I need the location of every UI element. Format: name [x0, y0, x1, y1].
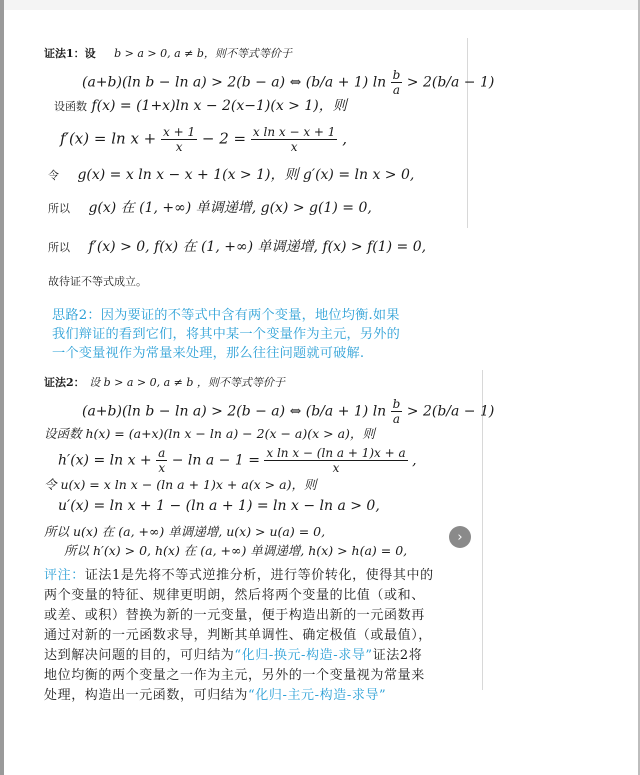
method1-so1-prefix: 所以 [48, 202, 70, 215]
method2-u-derivative: u′(x) = ln x + 1 − (ln a + 1) = ln x − ln a > 0, [58, 498, 380, 514]
next-page-button[interactable] [449, 526, 471, 548]
idea2-line-3: 一个变量视作为常量来处理，那么往往问题就可破解. [52, 346, 365, 361]
method2-equiv-rhs-b: > 2(b/a − 1) [406, 403, 495, 420]
method2-func-def: 设函数 h(x) = (a+x)(ln x − ln a) − 2(x − a)(x > a)，则 [44, 426, 375, 441]
method1-func-prefix: 设函数 [54, 100, 87, 113]
method2-deriv-lhs: h′(x) = ln x + [58, 452, 152, 469]
method2-log-fraction: $\frac{b}{a}$ [392, 397, 401, 426]
method1-equiv-lhs: (a+b)(ln b − ln a) > 2(b − a) ⇔ [82, 74, 302, 91]
method1-so-f [48, 238, 426, 257]
method2-let: 令 u(x) = x ln x − (ln a + 1)x + a(x > a)，则 [44, 477, 317, 492]
method2-deriv-frac-a: $\frac{a}{x}$ [158, 446, 166, 475]
idea2-line-2: 我们辩证的看到它们，将其中某一个变量作为主元，另外的 [52, 327, 401, 342]
method1-premise: b > a > 0, a ≠ b，则不等式等价于 [114, 47, 292, 60]
method2-equivalence [82, 397, 494, 426]
method1-label: 证法1：设 [44, 47, 96, 60]
summary-method2: “化归-主元-构造-求导” [248, 688, 387, 703]
method1-let-expr: g(x) = x ln x − x + 1(x > 1)，则 g′(x) = ln x > 0, [77, 167, 415, 183]
method1-deriv-frac-a: $\frac{x + 1}{x}$ [163, 125, 196, 154]
comment-line-5: 达到解决问题的目的，可归结为“化归-换元-构造-求导”证法2将 [44, 648, 423, 663]
method2-premise: 设 b > a > 0, a ≠ b ，则不等式等价于 [89, 376, 285, 389]
left-border [0, 0, 4, 775]
comment-line-6: 地位均衡的两个变量之一作为主元，另外的一个变量视为常量来 [44, 668, 425, 683]
method1-so1-expr: g(x) 在 (1, +∞) 单调递增, g(x) > g(1) = 0, [88, 200, 372, 216]
method1-let-prefix: 令 [48, 169, 59, 182]
method2-equiv-rhs-a: (b/a + 1) ln [305, 403, 387, 420]
top-bar [0, 0, 640, 10]
method1-func-expr: f(x) = (1+x)ln x − 2(x−1)(x > 1)，则 [91, 98, 347, 114]
method2-so-h: 所以 h′(x) > 0, h(x) 在 (a, +∞) 单调递增, h(x) > h(a) = 0, [64, 543, 408, 558]
method2-label: 证法2： [44, 376, 85, 389]
chevron-right-icon: › [457, 529, 463, 545]
method1-equiv-rhs-a: (b/a + 1) ln [305, 74, 387, 91]
method1-header [44, 44, 292, 63]
method1-so2-prefix: 所以 [48, 241, 70, 254]
method2-deriv-mid: − ln a − 1 = [171, 452, 260, 469]
summary-method1: “化归-换元-构造-求导” [234, 648, 373, 663]
comment-line-1: 评注：证法1是先将不等式逆推分析，进行等价转化，使得其中的 [44, 568, 434, 583]
method1-let [48, 166, 414, 185]
method1-derivative: f′(x) = ln x + $\frac{x + 1}{x}$ − 2 = $\frac{\text{x ln x − x + 1}}{x}$ , [60, 125, 347, 154]
method1-equiv-rhs-b: > 2(b/a − 1) [406, 74, 495, 91]
method1-log-fraction: $\frac{b}{a}$ [392, 68, 401, 97]
margin-line [467, 38, 468, 228]
comment-line-7: 处理，构造出一元函数，可归结为“化归-主元-构造-求导” [44, 688, 387, 703]
method1-so-g [48, 199, 372, 218]
comment-label: 评注： [44, 568, 85, 583]
method2-derivative: h′(x) = ln x + $\frac{a}{x}$ − ln a − 1 = $\frac{\text{x ln x − (ln a + 1)x + a}}{x}$ , [58, 446, 417, 475]
method1-equivalence [82, 68, 494, 97]
method1-deriv-lhs: f′(x) = ln x + [60, 129, 157, 148]
comment-line-2: 两个变量的特征、规律更明朗，然后将两个变量的比值（或和、 [44, 588, 425, 603]
method1-so2-expr: f′(x) > 0, f(x) 在 (1, +∞) 单调递增, f(x) > f(1) = 0, [88, 239, 427, 255]
method1-deriv-mid: − 2 = [201, 129, 247, 148]
method1-deriv-frac-b: $\frac{\text{x ln x − x + 1}}{x}$ [252, 125, 336, 154]
method1-func-def [54, 97, 347, 116]
method2-so-u: 所以 u(x) 在 (a, +∞) 单调递增, u(x) > u(a) = 0, [44, 524, 326, 539]
comment-line-3: 或差、或积）替换为新的一元变量，便于构造出新的一元函数再 [44, 608, 425, 623]
idea2-line-1: 思路2：因为要证的不等式中含有两个变量，地位均衡.如果 [52, 308, 400, 323]
method1-conclusion: 故待证不等式成立。 [48, 275, 147, 288]
method2-equiv-lhs: (a+b)(ln b − ln a) > 2(b − a) ⇔ [82, 403, 302, 420]
method2-deriv-frac-b: $\frac{\text{x ln x − (ln a + 1)x + a}}{x}$ [266, 446, 406, 475]
method2-header [44, 373, 285, 392]
comment-line-4: 通过对新的一元函数求导，判断其单调性、确定极值（或最值）， [44, 628, 432, 643]
